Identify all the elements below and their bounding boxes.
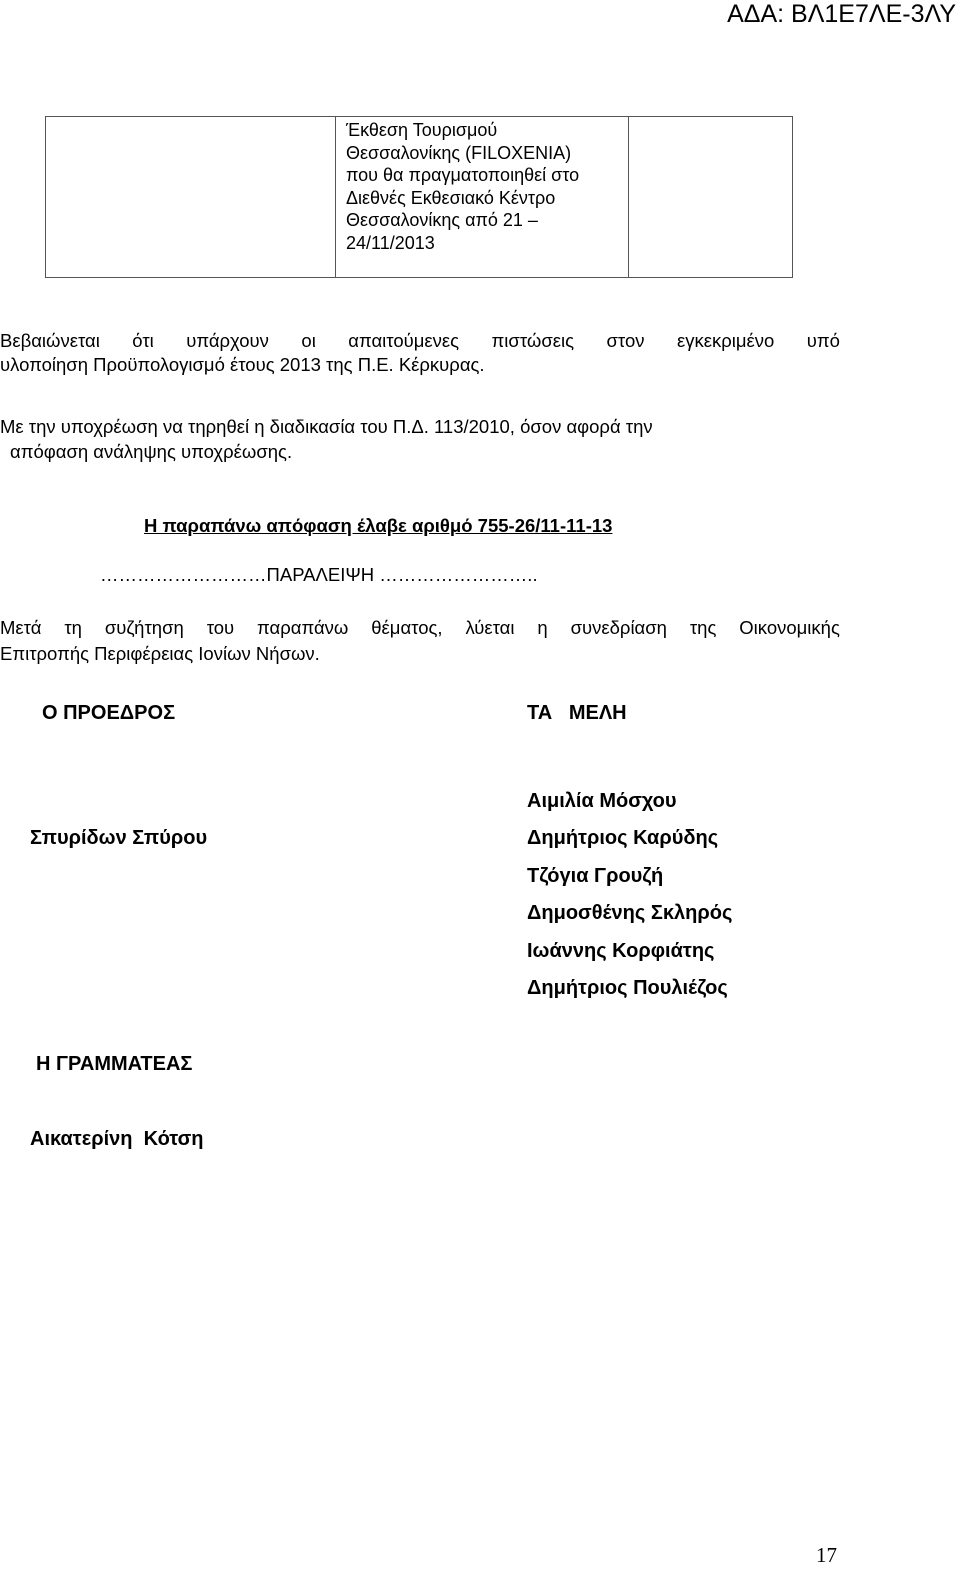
word: παραπάνω (257, 617, 349, 638)
table-cell-line: που θα πραγματοποιηθεί στο (346, 165, 580, 186)
table-cell-line: Θεσσαλονίκης (FILOXENIA) (346, 142, 572, 163)
member-name: Ιωάννης Κορφιάτης (527, 940, 715, 962)
closing-line-2: Επιτροπής Περιφέρειας Ιονίων Νήσων. (0, 643, 320, 664)
word: εγκεκριμένο (676, 330, 775, 351)
secretary-title: Η ΓΡΑΜΜΑΤΕΑΣ (36, 1053, 193, 1075)
word: της (689, 617, 717, 638)
member-name: Δημοσθένης Σκληρός (527, 902, 733, 924)
word: λύεται (465, 617, 515, 638)
obligation-line-1: Με την υποχρέωση να τηρηθεί η διαδικασία του Π.Δ. 113/2010, όσον αφορά την (0, 416, 653, 437)
word: Βεβαιώνεται (0, 330, 100, 351)
obligation-line-2: απόφαση ανάληψης υποχρέωσης. (10, 441, 293, 462)
word: τη (64, 617, 82, 638)
president-name: Σπυρίδων Σπύρου (30, 827, 208, 849)
table-cell-line: Διεθνές Εκθεσιακό Κέντρο (346, 187, 556, 208)
member-name: Τζόγια Γρουζή (527, 865, 664, 887)
table-cell-description (346, 119, 579, 255)
word: οι (301, 330, 316, 351)
word: Οικονομικής (739, 617, 840, 638)
word: συζήτηση (104, 617, 184, 638)
word: του (206, 617, 235, 638)
ada-code: ΑΔΑ: ΒΛ1Ε7ΛΕ-3ΛΥ (727, 0, 956, 28)
word: ότι (132, 330, 154, 351)
member-name: Δημήτριος Πουλιέζος (527, 977, 728, 999)
word: υπό (806, 330, 840, 351)
table-divider (335, 117, 336, 277)
member-name: Δημήτριος Καρύδης (527, 827, 719, 849)
word: στον (606, 330, 645, 351)
president-title: Ο ΠΡΟΕΔΡΟΣ (42, 702, 176, 724)
table-cell-line: Έκθεση Τουρισμού (346, 120, 498, 140)
table-divider (628, 117, 629, 277)
event-table (45, 116, 793, 278)
word: πιστώσεις (491, 330, 575, 351)
certification-line-2: υλοποίηση Προϋπολογισμό έτους 2013 της Π.Ε. Κέρκυρας. (0, 354, 485, 375)
omission-line: ………………………ΠΑΡΑΛΕΙΨΗ …………………….. (100, 564, 538, 585)
page-number: 17 (816, 1543, 837, 1567)
word: συνεδρίαση (570, 617, 667, 638)
certification-line-1 (0, 330, 840, 352)
word: η (537, 617, 548, 638)
secretary-name: Αικατερίνη Κότση (30, 1128, 204, 1150)
word: υπάρχουν (186, 330, 269, 351)
word: θέματος, (371, 617, 443, 638)
members-title: ΤΑ ΜΕΛΗ (527, 702, 627, 724)
decision-number: Η παραπάνω απόφαση έλαβε αριθμό 755-26/11-11-13 (144, 515, 613, 536)
member-name: Αιμιλία Μόσχου (527, 790, 677, 812)
word: Μετά (0, 617, 42, 638)
table-cell-line: 24/11/2013 (346, 232, 435, 253)
table-cell-line: Θεσσαλονίκης από 21 – (346, 210, 538, 231)
word: απαιτούμενες (348, 330, 460, 351)
closing-line-1 (0, 617, 840, 639)
